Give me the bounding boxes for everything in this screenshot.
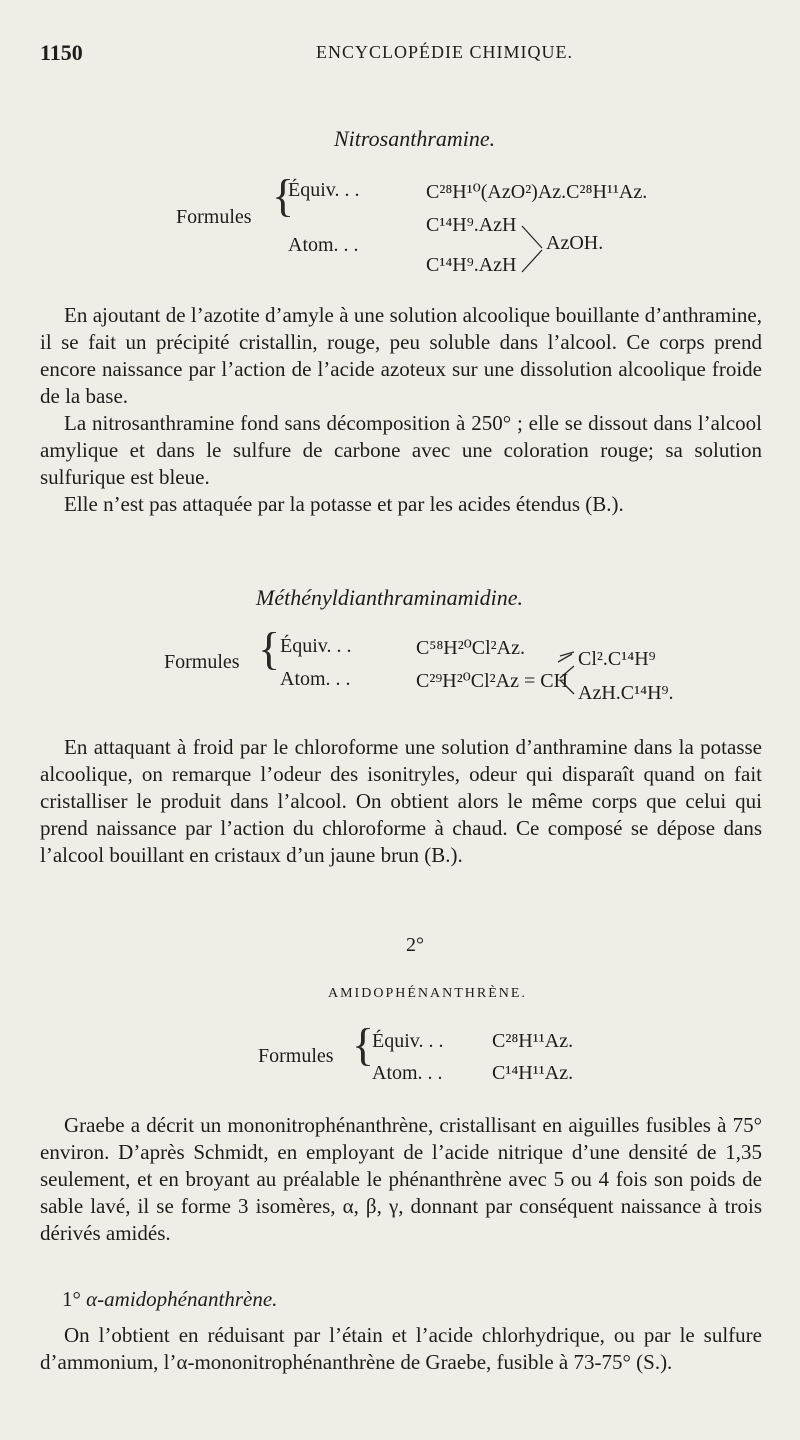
section-title-nitrosanthramine: Nitrosanthramine. bbox=[334, 126, 496, 151]
page-number: 1150 bbox=[40, 40, 83, 65]
atom-formula-top: Cl².C¹⁴H⁹ bbox=[578, 648, 656, 670]
section3-text bbox=[40, 1112, 762, 1247]
section-title-amidophenanthrene: AMIDOPHÉNANTHRÈNE. bbox=[328, 986, 527, 1001]
equiv-label: Équiv. . . bbox=[372, 1030, 444, 1052]
atom-label: Atom. . . bbox=[280, 668, 351, 690]
atom-formula: C¹⁴H¹¹Az. bbox=[492, 1062, 574, 1084]
atom-label: Atom. . . bbox=[288, 234, 359, 256]
atom-formula-bottom: AzH.C¹⁴H⁹. bbox=[578, 682, 674, 704]
formulas-label: Formules bbox=[164, 651, 240, 673]
paragraph: La nitrosanthramine fond sans décomposition à 250° ; elle se dissout dans l’alcool amylique et dans le sulfure de carbone avec une coloration rouge; sa solution sulfurique est bleue. bbox=[40, 411, 762, 489]
section-title-methenyldianthraminamidine: Méthényldianthraminamidine. bbox=[256, 585, 524, 610]
section-number: 2° bbox=[406, 934, 424, 956]
equiv-formula: C²⁸H¹⁰(AzO²)Az.C²⁸H¹¹Az. bbox=[426, 181, 648, 203]
subsection-number: 1° bbox=[62, 1287, 81, 1311]
atom-label: Atom. . . bbox=[372, 1062, 443, 1084]
paragraph: En attaquant à froid par le chloroforme une solution d’anthramine dans la potasse alcoolique, on remarque l’odeur des isonitryles, odeur qui disparaît quand on fait cristalliser le produit dans l’alcool. On obtient alors le même corps que celui qui prend naissance par l’action du chloroforme à chaud. Ce composé se dépose dans l’alcool bouillant en cristaux d’un jaune brun (B.). bbox=[40, 735, 762, 867]
atom-formula-top: C¹⁴H⁹.AzH bbox=[426, 214, 517, 236]
atom-formula-bottom: C¹⁴H⁹.AzH bbox=[426, 254, 517, 276]
section2-text bbox=[40, 734, 762, 869]
running-title: ENCYCLOPÉDIE CHIMIQUE. bbox=[316, 42, 573, 62]
left-brace-icon: { bbox=[258, 623, 281, 674]
equiv-label: Équiv. . . bbox=[280, 635, 352, 657]
formulas-label: Formules bbox=[258, 1045, 334, 1067]
subsection-heading bbox=[62, 1287, 277, 1312]
formulas-label: Formules bbox=[176, 206, 252, 228]
atom-formula-right: AzOH. bbox=[546, 232, 604, 254]
paragraph: Graebe a décrit un mononitrophénanthrène, cristallisant en aiguilles fusibles à 75° environ. D’après Schmidt, en employant de l’acide nitrique d’une densité de 1,35 seulement, et en broyant au préalable le phénanthrène avec 5 ou 4 fois son poids de sable lavé, il se forme 3 isomères, α, β, γ, donnant par conséquent naissance à trois dérivés amidés. bbox=[40, 1113, 762, 1245]
left-brace-icon: { bbox=[272, 170, 295, 221]
equiv-formula: C²⁸H¹¹Az. bbox=[492, 1030, 574, 1052]
equiv-label: Équiv. . . bbox=[288, 179, 360, 201]
subsection-text bbox=[40, 1322, 762, 1376]
paragraph: On l’obtient en réduisant par l’étain et l’acide chlorhydrique, ou par le sulfure d’ammonium, l’α-mononitrophénanthrène de Graebe, fusible à 73-75° (S.). bbox=[40, 1323, 762, 1374]
paragraph: En ajoutant de l’azotite d’amyle à une solution alcoolique bouillante d’anthramine, il se fait un précipité cristallin, rouge, peu soluble dans l’alcool. Ce corps prend encore naissance par l’action de l’acide azoteux sur une dissolution alcoolique froide de la base. bbox=[40, 303, 762, 408]
atom-formula-left: C²⁹H²⁰Cl²Az = CH bbox=[416, 670, 569, 692]
section1-text bbox=[40, 302, 762, 518]
left-brace-icon: { bbox=[352, 1019, 375, 1070]
equiv-formula: C⁵⁸H²⁰Cl²Az. bbox=[416, 637, 525, 659]
subsection-title: α-amidophénanthrène. bbox=[86, 1287, 278, 1311]
paragraph: Elle n’est pas attaquée par la potasse et par les acides étendus (B.). bbox=[64, 492, 624, 516]
